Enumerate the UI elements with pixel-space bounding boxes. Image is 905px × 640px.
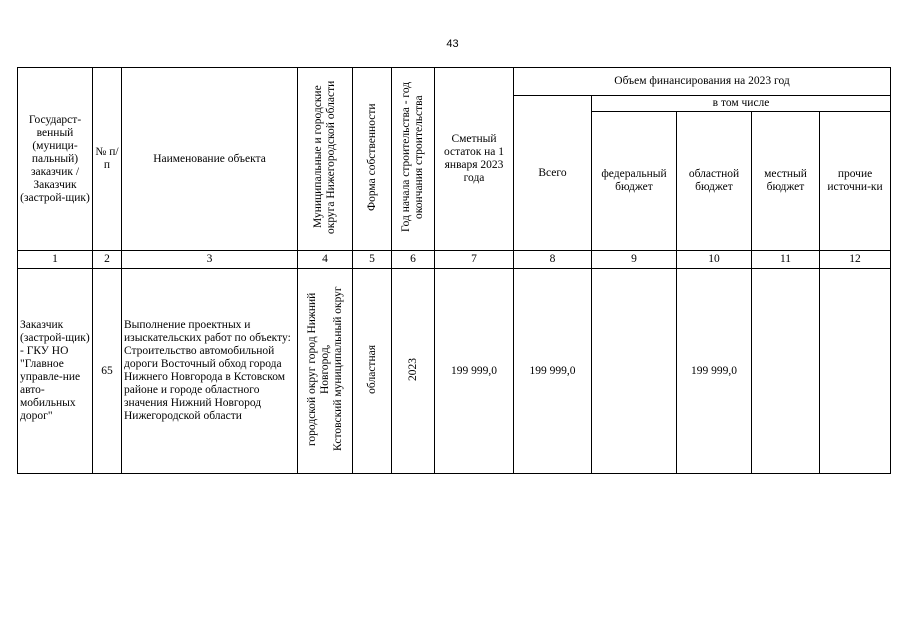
header-estimate — [435, 68, 514, 251]
row-other — [820, 269, 891, 474]
row-municipality-line1: городской округ город Нижний Новгород, — [305, 292, 331, 446]
row-num: 65 — [93, 269, 122, 474]
header-financing — [514, 68, 891, 96]
header-local — [752, 112, 820, 251]
row-local — [752, 269, 820, 474]
header-customer-label: Государст-венный (муници-пальный) заказчик / Заказчик (застрой-щик) — [20, 113, 90, 204]
header-total-label: Всего — [538, 166, 567, 179]
header-financing-label: Объем финансирования на 2023 год — [614, 75, 790, 87]
header-municipality — [298, 68, 353, 251]
header-object-name-label: Наименование объекта — [153, 152, 266, 165]
financing-table — [17, 67, 891, 474]
header-years-label: Год начала строительства - год окончания строительства — [400, 81, 425, 233]
header-object-name — [122, 68, 298, 251]
row-year — [392, 269, 435, 474]
row-object-name: Выполнение проектных и изыскательских работ по объекту: Строительство автомобильной дороги Восточный обход города Нижнего Новгорода в Кстовском районе и городе областного значения Нижний Новгород Нижегородской области — [122, 269, 298, 474]
header-regional — [677, 112, 752, 251]
header-federal — [592, 112, 677, 251]
header-including-label: в том числе — [712, 97, 770, 109]
row-regional: 199 999,0 — [677, 269, 752, 474]
column-number: 12 — [820, 251, 891, 269]
header-ownership-label: Форма собственности — [365, 103, 378, 211]
header-estimate-label: Сметный остаток на 1 января 2023 года — [443, 133, 505, 184]
header-local-label: местный бюджет — [764, 168, 807, 193]
row-federal — [592, 269, 677, 474]
row-estimate: 199 999,0 — [435, 269, 514, 474]
header-including — [592, 96, 891, 112]
row-ownership — [353, 269, 392, 474]
row-municipality-line2: Кстовский муниципальный округ — [331, 286, 344, 452]
header-federal-label: федеральный бюджет — [601, 168, 667, 193]
row-year-label: 2023 — [406, 357, 419, 381]
header-regional-label: областной бюджет — [688, 168, 740, 193]
column-numbers-row — [18, 251, 891, 269]
header-years — [392, 68, 435, 251]
header-other-label: прочие источни-ки — [827, 168, 883, 193]
column-number: 10 — [677, 251, 752, 269]
column-number: 5 — [353, 251, 392, 269]
header-municipality-label: Муниципальные и городские округа Нижегородской области — [312, 80, 337, 234]
column-number: 3 — [122, 251, 298, 269]
column-number: 6 — [392, 251, 435, 269]
column-number: 8 — [514, 251, 592, 269]
row-customer: Заказчик (застрой-щик) - ГКУ НО "Главное управле-ние авто-мобильных дорог" — [18, 269, 93, 474]
row-municipality — [298, 269, 353, 474]
header-num — [93, 68, 122, 251]
column-number: 9 — [592, 251, 677, 269]
column-number: 11 — [752, 251, 820, 269]
row-total: 199 999,0 — [514, 269, 592, 474]
column-number: 4 — [298, 251, 353, 269]
page-number: 43 — [446, 38, 459, 50]
header-customer — [18, 68, 93, 251]
row-ownership-label: областная — [365, 344, 378, 394]
header-ownership — [353, 68, 392, 251]
column-number: 2 — [93, 251, 122, 269]
header-num-label: № п/п — [95, 146, 119, 171]
column-number: 1 — [18, 251, 93, 269]
column-number: 7 — [435, 251, 514, 269]
header-other — [820, 112, 891, 251]
table-row — [18, 269, 891, 474]
header-total — [514, 96, 592, 251]
